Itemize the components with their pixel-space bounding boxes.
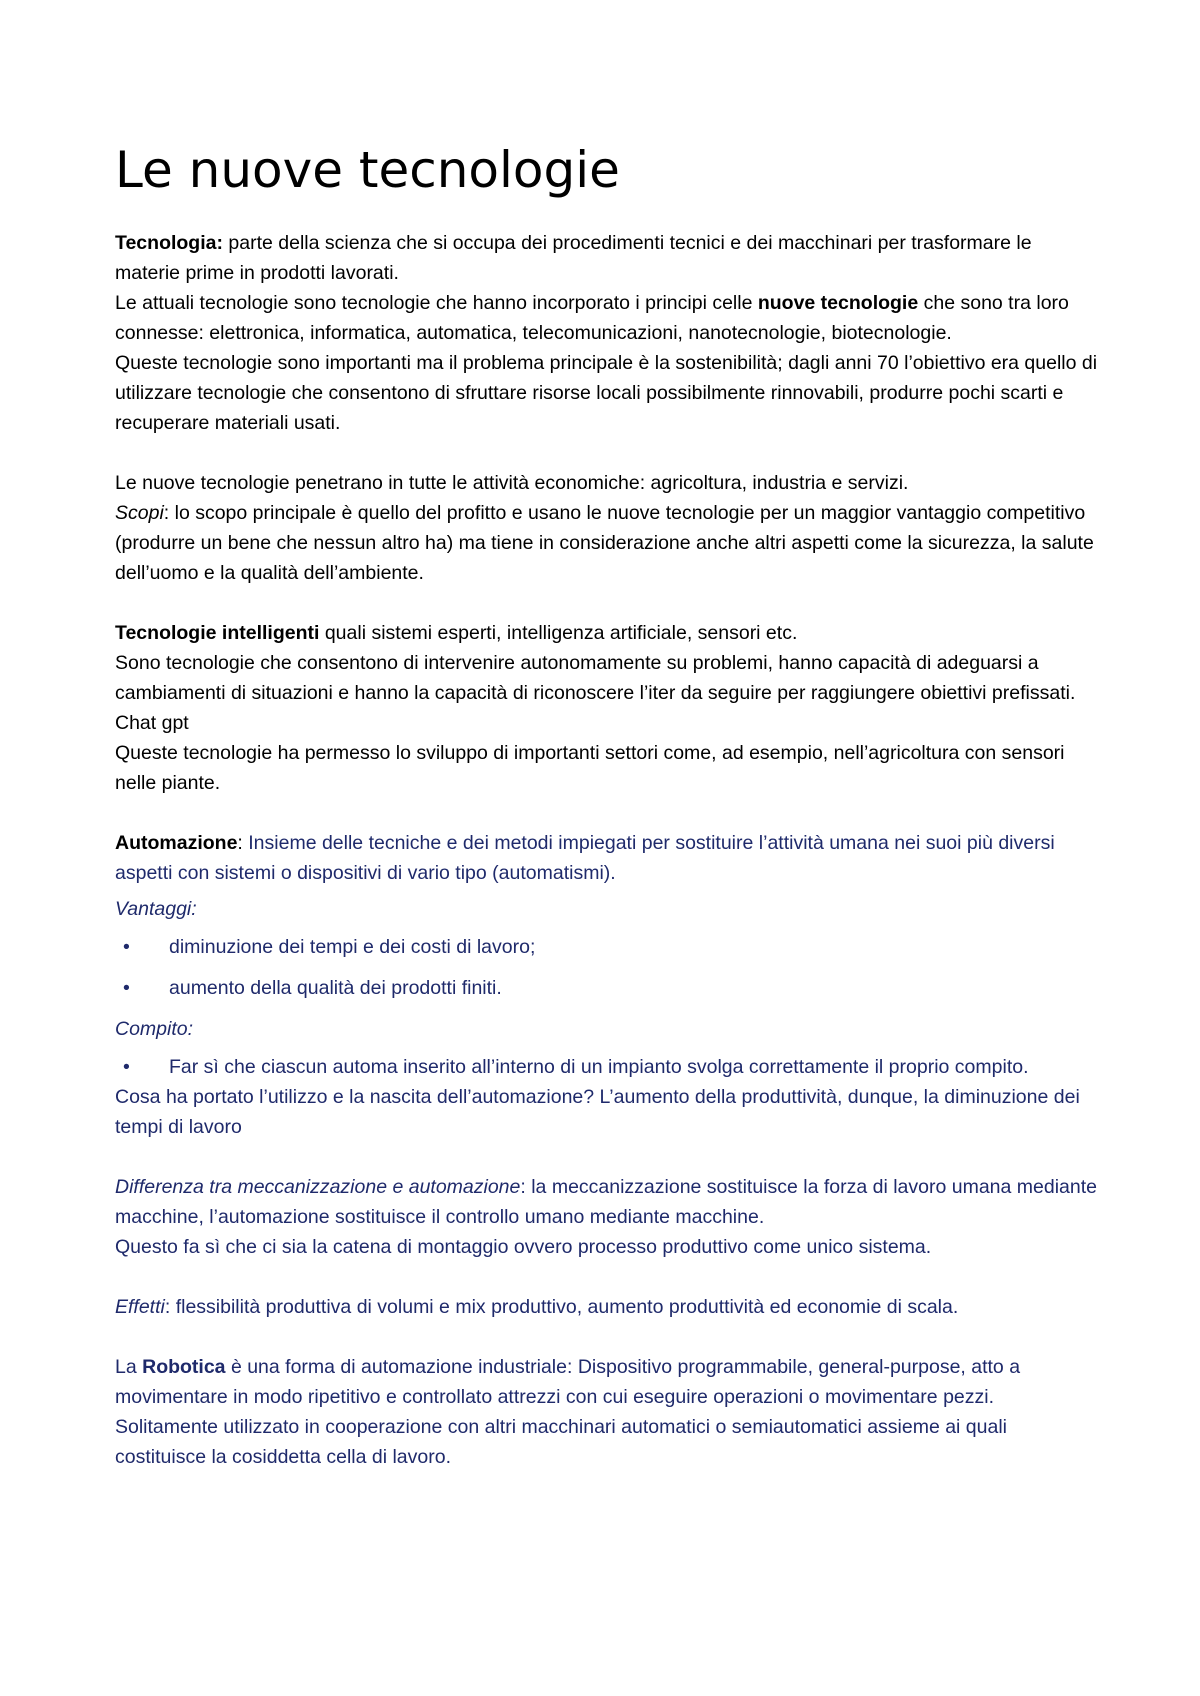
paragraph-scopi: Scopi: lo scopo principale è quello del profitto e usano le nuove tecnologie per un maggior vantaggio competitivo (produrre un bene che nessun altro ha) ma tiene in considerazione anche altri aspetti come la sicurezza, la salute dell’uomo e la qualità dell’ambiente. — [115, 502, 1094, 584]
paragraph-sviluppo-settori: Queste tecnologie ha permesso lo sviluppo di importanti settori come, ad esempio, nell’agricoltura con sensori nelle piante. — [115, 742, 1065, 794]
label-effetti: Effetti — [115, 1296, 165, 1318]
paragraph-tecnologie-intelligenti: Tecnologie intelligenti quali sistemi esperti, intelligenza artificiale, sensori etc. — [115, 622, 798, 644]
label-scopi: Scopi — [115, 502, 164, 524]
list-item: • diminuzione dei tempi e dei costi di lavoro; — [115, 932, 1100, 962]
term-robotica: Robotica — [142, 1356, 226, 1378]
term-tecnologie-intelligenti: Tecnologie intelligenti — [115, 622, 320, 644]
bullet-icon: • — [123, 1056, 130, 1078]
list-compito — [115, 1052, 1100, 1082]
label-differenza: Differenza tra meccanizzazione e automazione — [115, 1176, 521, 1198]
paragraph-effetti: Effetti: flessibilità produttiva di volumi e mix produttivo, aumento produttività ed economie di scala. — [115, 1296, 959, 1318]
label-compito: Compito: — [115, 1018, 194, 1040]
paragraph-sostenibilita: Queste tecnologie sono importanti ma il problema principale è la sostenibilità; dagli anni 70 l’obiettivo era quello di utilizzare tecnologie che consentono di sfruttare risorse locali possibilmente rinnovabili, produrre pochi scarti e recuperare materiali usati. — [115, 352, 1098, 434]
document-title: Le nuove tecnologie — [115, 141, 620, 199]
bullet-icon: • — [123, 936, 130, 958]
list-item: • aumento della qualità dei prodotti finiti. — [115, 973, 1100, 1003]
term-tecnologia: Tecnologia: — [115, 232, 223, 254]
paragraph-capacita: Sono tecnologie che consentono di intervenire autonomamente su problemi, hanno capacità di adeguarsi a cambiamenti di situazioni e hanno la capacità di riconoscere l’iter da seguire per raggiungere obiettivi prefissati. Chat gpt — [115, 652, 1076, 734]
bullet-icon: • — [123, 977, 130, 999]
term-nuove-tecnologie: nuove tecnologie — [757, 292, 919, 314]
paragraph-automazione: Automazione: Insieme delle tecniche e dei metodi impiegati per sostituire l’attività umana nei suoi più diversi aspetti con sistemi o dispositivi di vario tipo (automatismi). — [115, 832, 1055, 884]
paragraph-catena-montaggio: Questo fa sì che ci sia la catena di montaggio ovvero processo produttivo come unico sistema. — [115, 1236, 932, 1258]
paragraph-domanda-automazione: Cosa ha portato l’utilizzo e la nascita dell’automazione? L’aumento della produttività, dunque, la diminuzione dei tempi di lavoro — [115, 1086, 1080, 1138]
list-item: • Far sì che ciascun automa inserito all’interno di un impianto svolga correttamente il proprio compito. — [115, 1052, 1100, 1082]
term-automazione: Automazione — [115, 832, 238, 854]
label-vantaggi: Vantaggi: — [115, 898, 197, 920]
paragraph-robotica: La Robotica è una forma di automazione industriale: Dispositivo programmabile, general-purpose, atto a movimentare in modo ripetitivo e controllato attrezzi con cui eseguire operazioni o movimentare pezzi. Solitamente utilizzato in cooperazione con altri macchinari automatici o semiautomatici assieme ai quali costituisce la cosiddetta cella di lavoro. — [115, 1356, 1021, 1468]
paragraph-attuali-tecnologie: Le attuali tecnologie sono tecnologie che hanno incorporato i principi celle nuove tecnologie che sono tra loro connesse: elettronica, informatica, automatica, telecomunicazioni, nanotecnologie, biotecnologie. — [115, 292, 1069, 344]
paragraph-differenza: Differenza tra meccanizzazione e automazione: la meccanizzazione sostituisce la forza di lavoro umana mediante macchine, l’automazione sostituisce il controllo umano mediante macchine. — [115, 1176, 1098, 1228]
paragraph-attivita-economiche: Le nuove tecnologie penetrano in tutte le attività economiche: agricoltura, industria e servizi. — [115, 472, 909, 494]
paragraph-tecnologia: Tecnologia: parte della scienza che si occupa dei procedimenti tecnici e dei macchinari per trasformare le materie prime in prodotti lavorati. — [115, 232, 1032, 284]
list-vantaggi — [115, 932, 1100, 1003]
